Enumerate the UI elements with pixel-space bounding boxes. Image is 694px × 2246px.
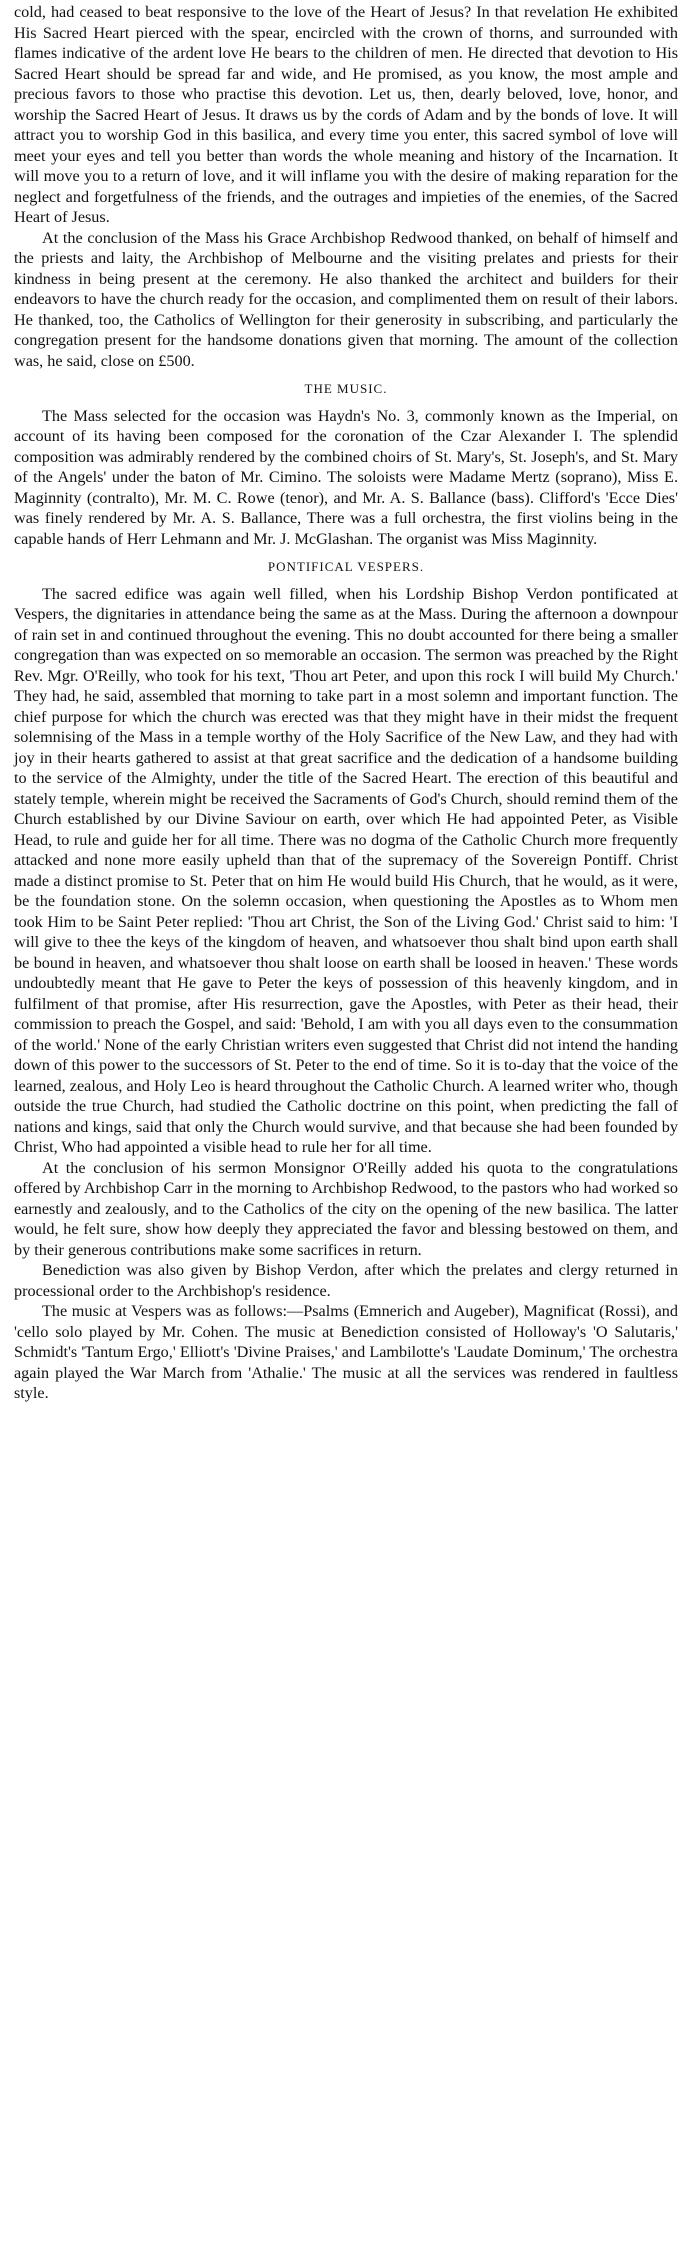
- paragraph-music: The Mass selected for the occasion was Haydn's No. 3, commonly known as the Imperial, on account of its having been composed for the coronation of the Czar Alexander I. The splendid composition was admirably rendered by the combined choirs of St. Mary's, St. Joseph's, and St. Mary of the Angels' under the baton of Mr. Cimino. The soloists were Madame Mertz (soprano), Miss E. Maginnity (contralto), Mr. M. C. Rowe (tenor), and Mr. A. S. Ballance (bass). Clifford's 'Ecce Dies' was finely rendered by Mr. A. S. Ballance, There was a full orchestra, the first violins being in the capable hands of Herr Lehmann and Mr. J. McGlashan. The organist was Miss Maginnity.: [14, 406, 678, 548]
- section-heading-vespers: PONTIFICAL VESPERS.: [267, 559, 425, 574]
- paragraph-sacred-heart: cold, had ceased to beat responsive to the love of the Heart of Jesus? In that revelation He exhibited His Sacred Heart pierced with the spear, encircled with the crown of thorns, and surrounded with flames indicative of the ardent love He bears to the children of men. He directed that devotion to His Sacred Heart should be spread far and wide, and He promised, as you know, the most ample and precious favors to those who practise this devotion. Let us, then, dearly beloved, love, honor, and worship the Sacred Heart of Jesus. It draws us by the cords of Adam and by the bonds of love. It will attract you to worship God in this basilica, and every time you enter, this sacred symbol of love will meet your eyes and tell you better than words the whole meaning and history of the Incarnation. It will move you to a return of love, and it will inflame you with the desire of making reparation for the neglect and forgetfulness of the friends, and the outrages and impieties of the enemies, of the Sacred Heart of Jesus.: [14, 3, 678, 226]
- paragraph-vespers-music: The music at Vespers was as follows:—Psalms (Emnerich and Augeber), Magnificat (Rossi), and 'cello solo played by Mr. Cohen. The music at Benediction consisted of Holloway's 'O Salutaris,' Schmidt's 'Tantum Ergo,' Elliott's 'Divine Praises,' and Lambilotte's 'Laudate Dominum,' The orchestra again played the War March from 'Athalie.' The music at all the services was rendered in faultless style.: [14, 1302, 678, 1402]
- paragraph-vespers-sermon: The sacred edifice was again well filled, when his Lordship Bishop Verdon pontificated at Vespers, the dignitaries in attendance being the same as at the Mass. During the afternoon a downpour of rain set in and continued throughout the evening. This no doubt accounted for there being a smaller congregation than was expected on so memorable an occasion. The sermon was preached by the Right Rev. Mgr. O'Reilly, who took for his text, 'Thou art Peter, and upon this rock I will build My Church.' They had, he said, assembled that morning to take part in a most solemn and important function. The chief purpose for which the church was erected was that they might have in their midst the frequent solemnising of the Mass in a temple worthy of the Holy Sacrifice of the New Law, and they had with joy in their hearts gathered to assist at that great sacrifice and the dedication of a handsome building to the service of the Almighty, under the title of the Sacred Heart. The erection of this beautiful and stately temple, wherein might be received the Sacraments of God's Church, should remind them of the Church established by our Divine Saviour on earth, over which He had appointed Peter, as Visible Head, to rule and guide her for all time. There was no dogma of the Catholic Church more frequently attacked and none more easily upheld than that of the supremacy of the Sovereign Pontiff. Christ made a distinct promise to St. Peter that on him He would build His Church, that he would, as it were, be the foundation stone. On the solemn occasion, when questioning the Apostles as to Whom men took Him to be Saint Peter replied: 'Thou art Christ, the Son of the Living God.' Christ said to him: 'I will give to thee the keys of the kingdom of heaven, and whatsoever thou shalt bind upon earth shall be bound in heaven, and whatsoever thou shalt loose on earth shall be loosed in heaven.' These words undoubtedly meant that He gave to Peter the keys of possession of this heavenly kingdom, and in fulfilment of that promise, after His resurrection, gave the Apostles, with Peter as their head, their commission to preach the Gospel, and said: 'Behold, I am with you all days even to the consummation of the world.' None of the early Christian writers even suggested that Christ did not intend the handing down of this power to the successors of St. Peter to the end of time. So it is to-day that the voice of the learned, zealous, and Holy Leo is heard throughout the Catholic Church. A learned writer who, though outside the true Church, had studied the Catholic doctrine on this point, when predicting the fall of nations and kings, said that only the Church would survive, and that because she had been founded by Christ, Who had appointed a visible head to rule her for all time.: [14, 584, 679, 1156]
- paragraph-benediction: Benediction was also given by Bishop Verdon, after which the prelates and clergy returned in processional order to the Archbishop's residence.: [14, 1261, 678, 1300]
- paragraph-congratulations: At the conclusion of his sermon Monsignor O'Reilly added his quota to the congratulations offered by Archbishop Carr in the morning to Archbishop Redwood, to the pastors who had worked so earnestly and zealously, and to the Catholics of the city on the opening of the new basilica. The latter would, he felt sure, show how deeply they appreciated the favor and blessing bestowed on them, and by their generous contributions make some sacrifices in return.: [14, 1158, 678, 1259]
- paragraph-archbishop-thanks: At the conclusion of the Mass his Grace Archbishop Redwood thanked, on behalf of himself and the priests and laity, the Archbishop of Melbourne and the visiting prelates and priests for their kindness in being present at the ceremony. He also thanked the architect and builders for their endeavors to have the church ready for the occasion, and complimented them on result of their labors. He thanked, too, the Catholics of Wellington for their generosity in subscribing, and particularly the congregation present for the handsome donations given that morning. The amount of the collection was, he said, close on £500.: [14, 228, 678, 370]
- section-heading-music: THE MUSIC.: [304, 381, 388, 396]
